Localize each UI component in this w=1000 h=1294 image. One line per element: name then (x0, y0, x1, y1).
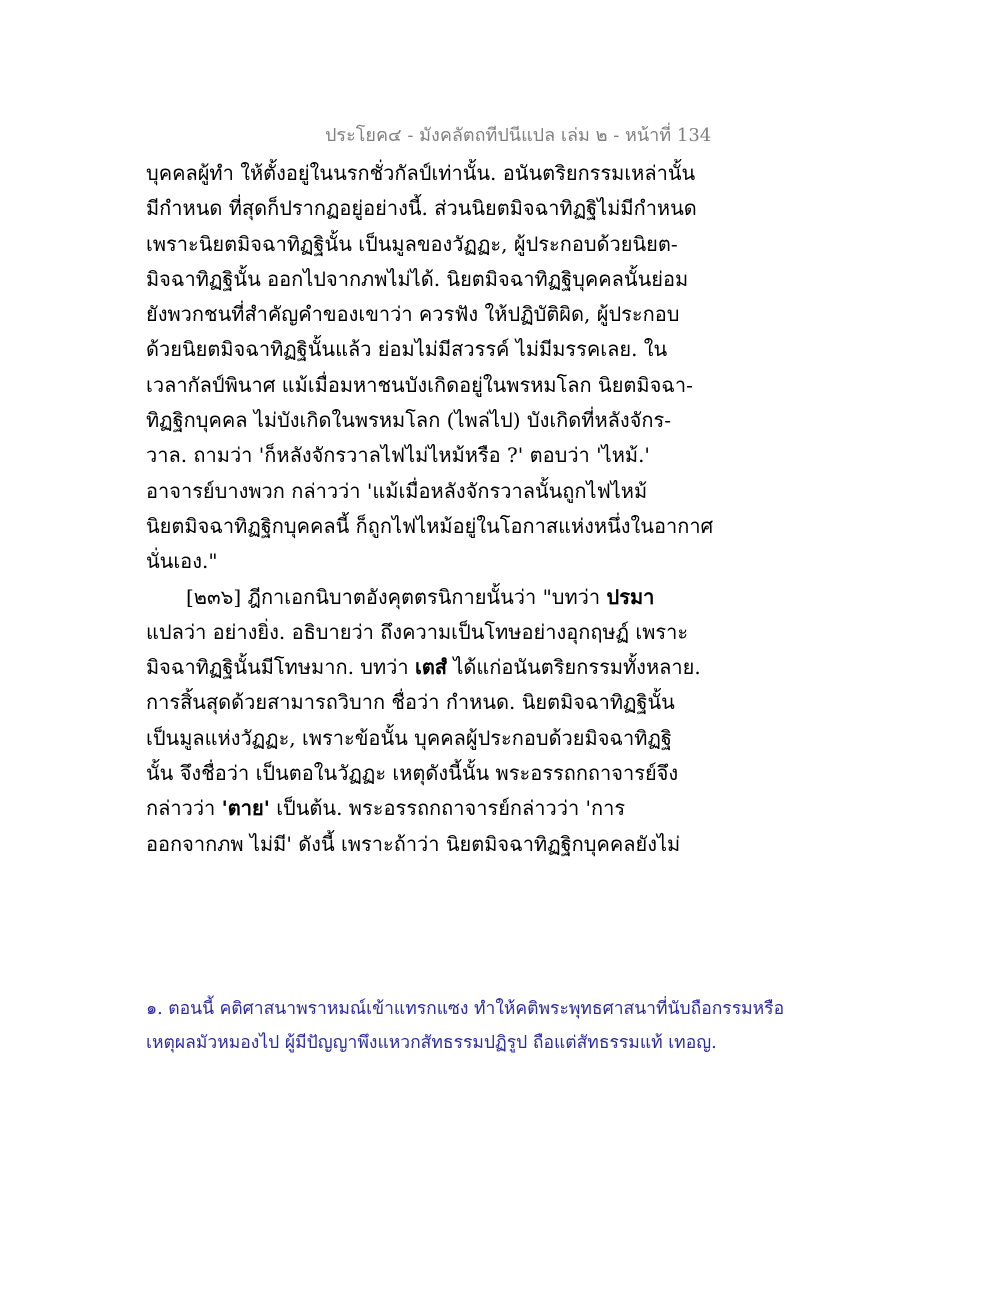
text-line (146, 403, 846, 438)
paragraph-start-line (146, 580, 846, 615)
text-segment: เวลากัลป์พินาศ แม้เมื่อมหาชนบังเกิดอยู่ในพรหมโลก นิยตมิจฉา- (146, 372, 693, 397)
running-header: ประโยค๔ - มังคลัตถทีปนีแปล เล่ม ๒ - หน้าที่ 134 (325, 125, 712, 146)
text-line (146, 791, 846, 826)
pali-term: ปรมา (606, 584, 655, 609)
text-line (146, 544, 846, 579)
text-line (146, 650, 846, 685)
pali-term: เตสํ (414, 655, 448, 680)
text-segment: อาจารย์บางพวก กล่าวว่า 'แม้เมื่อหลังจักรวาลนั้นถูกไฟไหม้ (146, 478, 648, 503)
text-segment: [๒๓๖] ฎีกาเอกนิบาตอังคุตตรนิกายนั้นว่า "บทว่า (186, 584, 607, 609)
text-line (146, 615, 846, 650)
text-line (146, 438, 846, 473)
text-segment: ออกจากภพ ไม่มี' ดังนี้ เพราะถ้าว่า นิยตมิจฉาทิฏฐิกบุคคลยังไม่ (146, 831, 681, 856)
text-line (146, 509, 846, 544)
text-segment: นิยตมิจฉาทิฏฐิกบุคคลนี้ ก็ถูกไฟไหม้อยู่ในโอกาสแห่งหนึ่งในอากาศ (146, 513, 714, 538)
text-segment: ทิฏฐิกบุคคล ไม่บังเกิดในพรหมโลก (ไพล่ไป) บังเกิดที่หลังจักร- (146, 408, 671, 433)
text-segment: มิจฉาทิฏฐินั้น ออกไปจากภพไม่ได้. นิยตมิจฉาทิฏฐิบุคคลนั้นย่อม (146, 266, 689, 291)
body-text (146, 156, 846, 862)
quoted-term: 'ตาย' (221, 796, 270, 821)
text-line (146, 756, 846, 791)
text-segment: ยังพวกชนที่สำคัญคำของเขาว่า ควรฟัง ให้ปฏิบัติผิด, ผู้ประกอบ (146, 302, 680, 327)
text-line (146, 474, 846, 509)
text-segment: บุคคลผู้ทำ ให้ตั้งอยู่ในนรกชั่วกัลป์เท่านั้น. อนันตริยกรรมเหล่านั้น (146, 161, 696, 185)
text-segment: ได้แก่อนันตริยกรรมทั้งหลาย. (447, 655, 701, 680)
text-segment: เพราะนิยตมิจฉาทิฏฐินั้น เป็นมูลของวัฏฏะ, ผู้ประกอบด้วยนิยต- (146, 231, 678, 256)
text-line (146, 262, 846, 297)
footnote-line: ๑. ตอนนี้ คติศาสนาพราหมณ์เข้าแทรกแซง ทำให้คติพระพุทธศาสนาที่นับถือกรรมหรือ (146, 999, 785, 1019)
text-segment: วาล. ถามว่า 'ก็หลังจักรวาลไฟไม่ไหม้หรือ ?' ตอบว่า 'ไหม้.' (146, 443, 650, 468)
text-line (146, 297, 846, 332)
text-segment: มิจฉาทิฏฐินั้นมีโทษมาก. บทว่า (146, 655, 415, 680)
text-segment: นั้น จึงชื่อว่า เป็นตอในวัฏฏะ เหตุดังนี้นั้น พระอรรถกถาจารย์จึง (146, 761, 679, 786)
text-line (146, 332, 846, 367)
text-segment: กล่าวว่า (146, 796, 222, 821)
text-segment: มีกำหนด ที่สุดก็ปรากฏอยู่อย่างนี้. ส่วนนิยตมิจฉาทิฏฐิไม่มีกำหนด (146, 196, 697, 221)
text-line (146, 191, 846, 226)
text-segment: ด้วยนิยตมิจฉาทิฏฐินั้นแล้ว ย่อมไม่มีสวรรค์ ไม่มีมรรคเลย. ใน (146, 337, 668, 362)
text-line (146, 227, 846, 262)
text-line (146, 685, 846, 720)
text-segment: นั่นเอง." (146, 549, 218, 574)
footnotes (146, 992, 846, 1060)
footnote-line: เหตุผลมัวหมองไป ผู้มีปัญญาพึงแหวกสัทธรรมปฏิรูป ถือแต่สัทธรรมแท้ เทอญ. (146, 1033, 717, 1053)
text-segment: แปลว่า อย่างยิ่ง. อธิบายว่า ถึงความเป็นโทษอย่างอุกฤษฏ์ เพราะ (146, 619, 689, 644)
text-segment: เป็นต้น. พระอรรถกถาจารย์กล่าวว่า 'การ (269, 796, 626, 821)
text-line (146, 827, 846, 862)
text-line (146, 368, 846, 403)
text-line (146, 156, 846, 191)
text-segment: การสิ้นสุดด้วยสามารถวิบาก ชื่อว่า กำหนด. นิยตมิจฉาทิฏฐินั้น (146, 690, 675, 715)
text-line (146, 721, 846, 756)
text-segment: เป็นมูลแห่งวัฏฏะ, เพราะข้อนั้น บุคคลผู้ประกอบด้วยมิจฉาทิฏฐิ (146, 725, 672, 750)
